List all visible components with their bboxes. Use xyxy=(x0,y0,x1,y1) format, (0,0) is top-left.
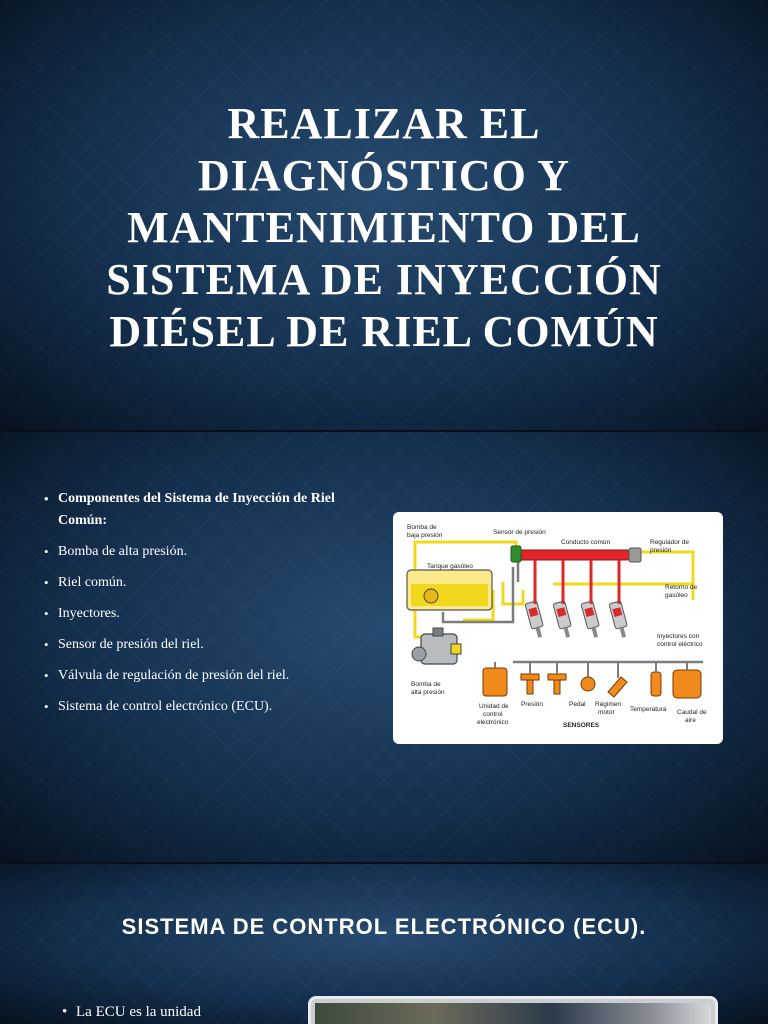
bullet-item: • Bomba de alta presión. xyxy=(44,541,384,563)
svg-text:Temperatura: Temperatura xyxy=(630,706,667,713)
high-pressure-pump xyxy=(412,628,461,664)
svg-text:gasóleo: gasóleo xyxy=(665,592,688,599)
svg-text:Retorno de: Retorno de xyxy=(665,584,698,591)
svg-text:motor: motor xyxy=(598,709,615,716)
svg-text:Pedal: Pedal xyxy=(569,701,586,708)
title-slide xyxy=(0,0,768,432)
ecu-photo xyxy=(308,996,718,1024)
svg-text:SENSORES: SENSORES xyxy=(563,722,600,729)
bullet-list xyxy=(44,488,384,727)
ecu-photo-content xyxy=(315,1003,711,1024)
svg-text:control: control xyxy=(483,711,503,718)
svg-text:Bomba de: Bomba de xyxy=(407,524,437,531)
bullet-item: • Inyectores. xyxy=(44,603,384,625)
sensors xyxy=(483,662,701,698)
bullet-item: • La ECU es la unidad xyxy=(62,1004,201,1021)
svg-text:Bomba de: Bomba de xyxy=(411,681,441,688)
common-rail-diagram xyxy=(393,512,723,744)
svg-text:Presión: Presión xyxy=(521,701,544,708)
components-slide xyxy=(0,432,768,864)
bullet-item: • Válvula de regulación de presión del riel. xyxy=(44,665,384,687)
svg-text:control eléctrico: control eléctrico xyxy=(657,641,703,648)
diagram-svg xyxy=(393,512,723,744)
svg-text:alta presión: alta presión xyxy=(411,689,445,696)
bullet-item: • Sistema de control electrónico (ECU). xyxy=(44,696,384,718)
bullet-item: • Riel común. xyxy=(44,572,384,594)
bullet-item: • Sensor de presión del riel. xyxy=(44,634,384,656)
injectors xyxy=(525,560,630,639)
svg-text:aire: aire xyxy=(685,717,696,724)
svg-text:Unidad de: Unidad de xyxy=(479,703,509,710)
svg-text:baja presión: baja presión xyxy=(407,532,443,539)
svg-text:Inyectores con: Inyectores con xyxy=(657,633,700,640)
svg-text:Tanque gasóleo: Tanque gasóleo xyxy=(427,563,473,570)
svg-text:Régimen: Régimen xyxy=(595,701,622,708)
common-rail xyxy=(511,546,641,562)
svg-text:Regulador de: Regulador de xyxy=(650,539,690,546)
bullet-heading: • Componentes del Sistema de Inyección de Riel Común: xyxy=(44,488,384,532)
svg-text:Conducto común: Conducto común xyxy=(561,539,611,546)
svg-text:Caudal de: Caudal de xyxy=(677,709,707,716)
svg-text:electrónico: electrónico xyxy=(477,719,509,726)
fuel-tank xyxy=(407,563,492,610)
ecu-slide xyxy=(0,864,768,1024)
svg-text:Sensor de presión: Sensor de presión xyxy=(493,529,546,536)
section-title: SISTEMA DE CONTROL ELECTRÓNICO (ECU). xyxy=(121,914,647,939)
slide-title: REALIZAR EL DIAGNÓSTICO Y MANTENIMIENTO DEL SISTEMA DE INYECCIÓN DIÉSEL DE RIEL COMÚN xyxy=(106,99,662,356)
svg-text:presión: presión xyxy=(650,547,672,554)
